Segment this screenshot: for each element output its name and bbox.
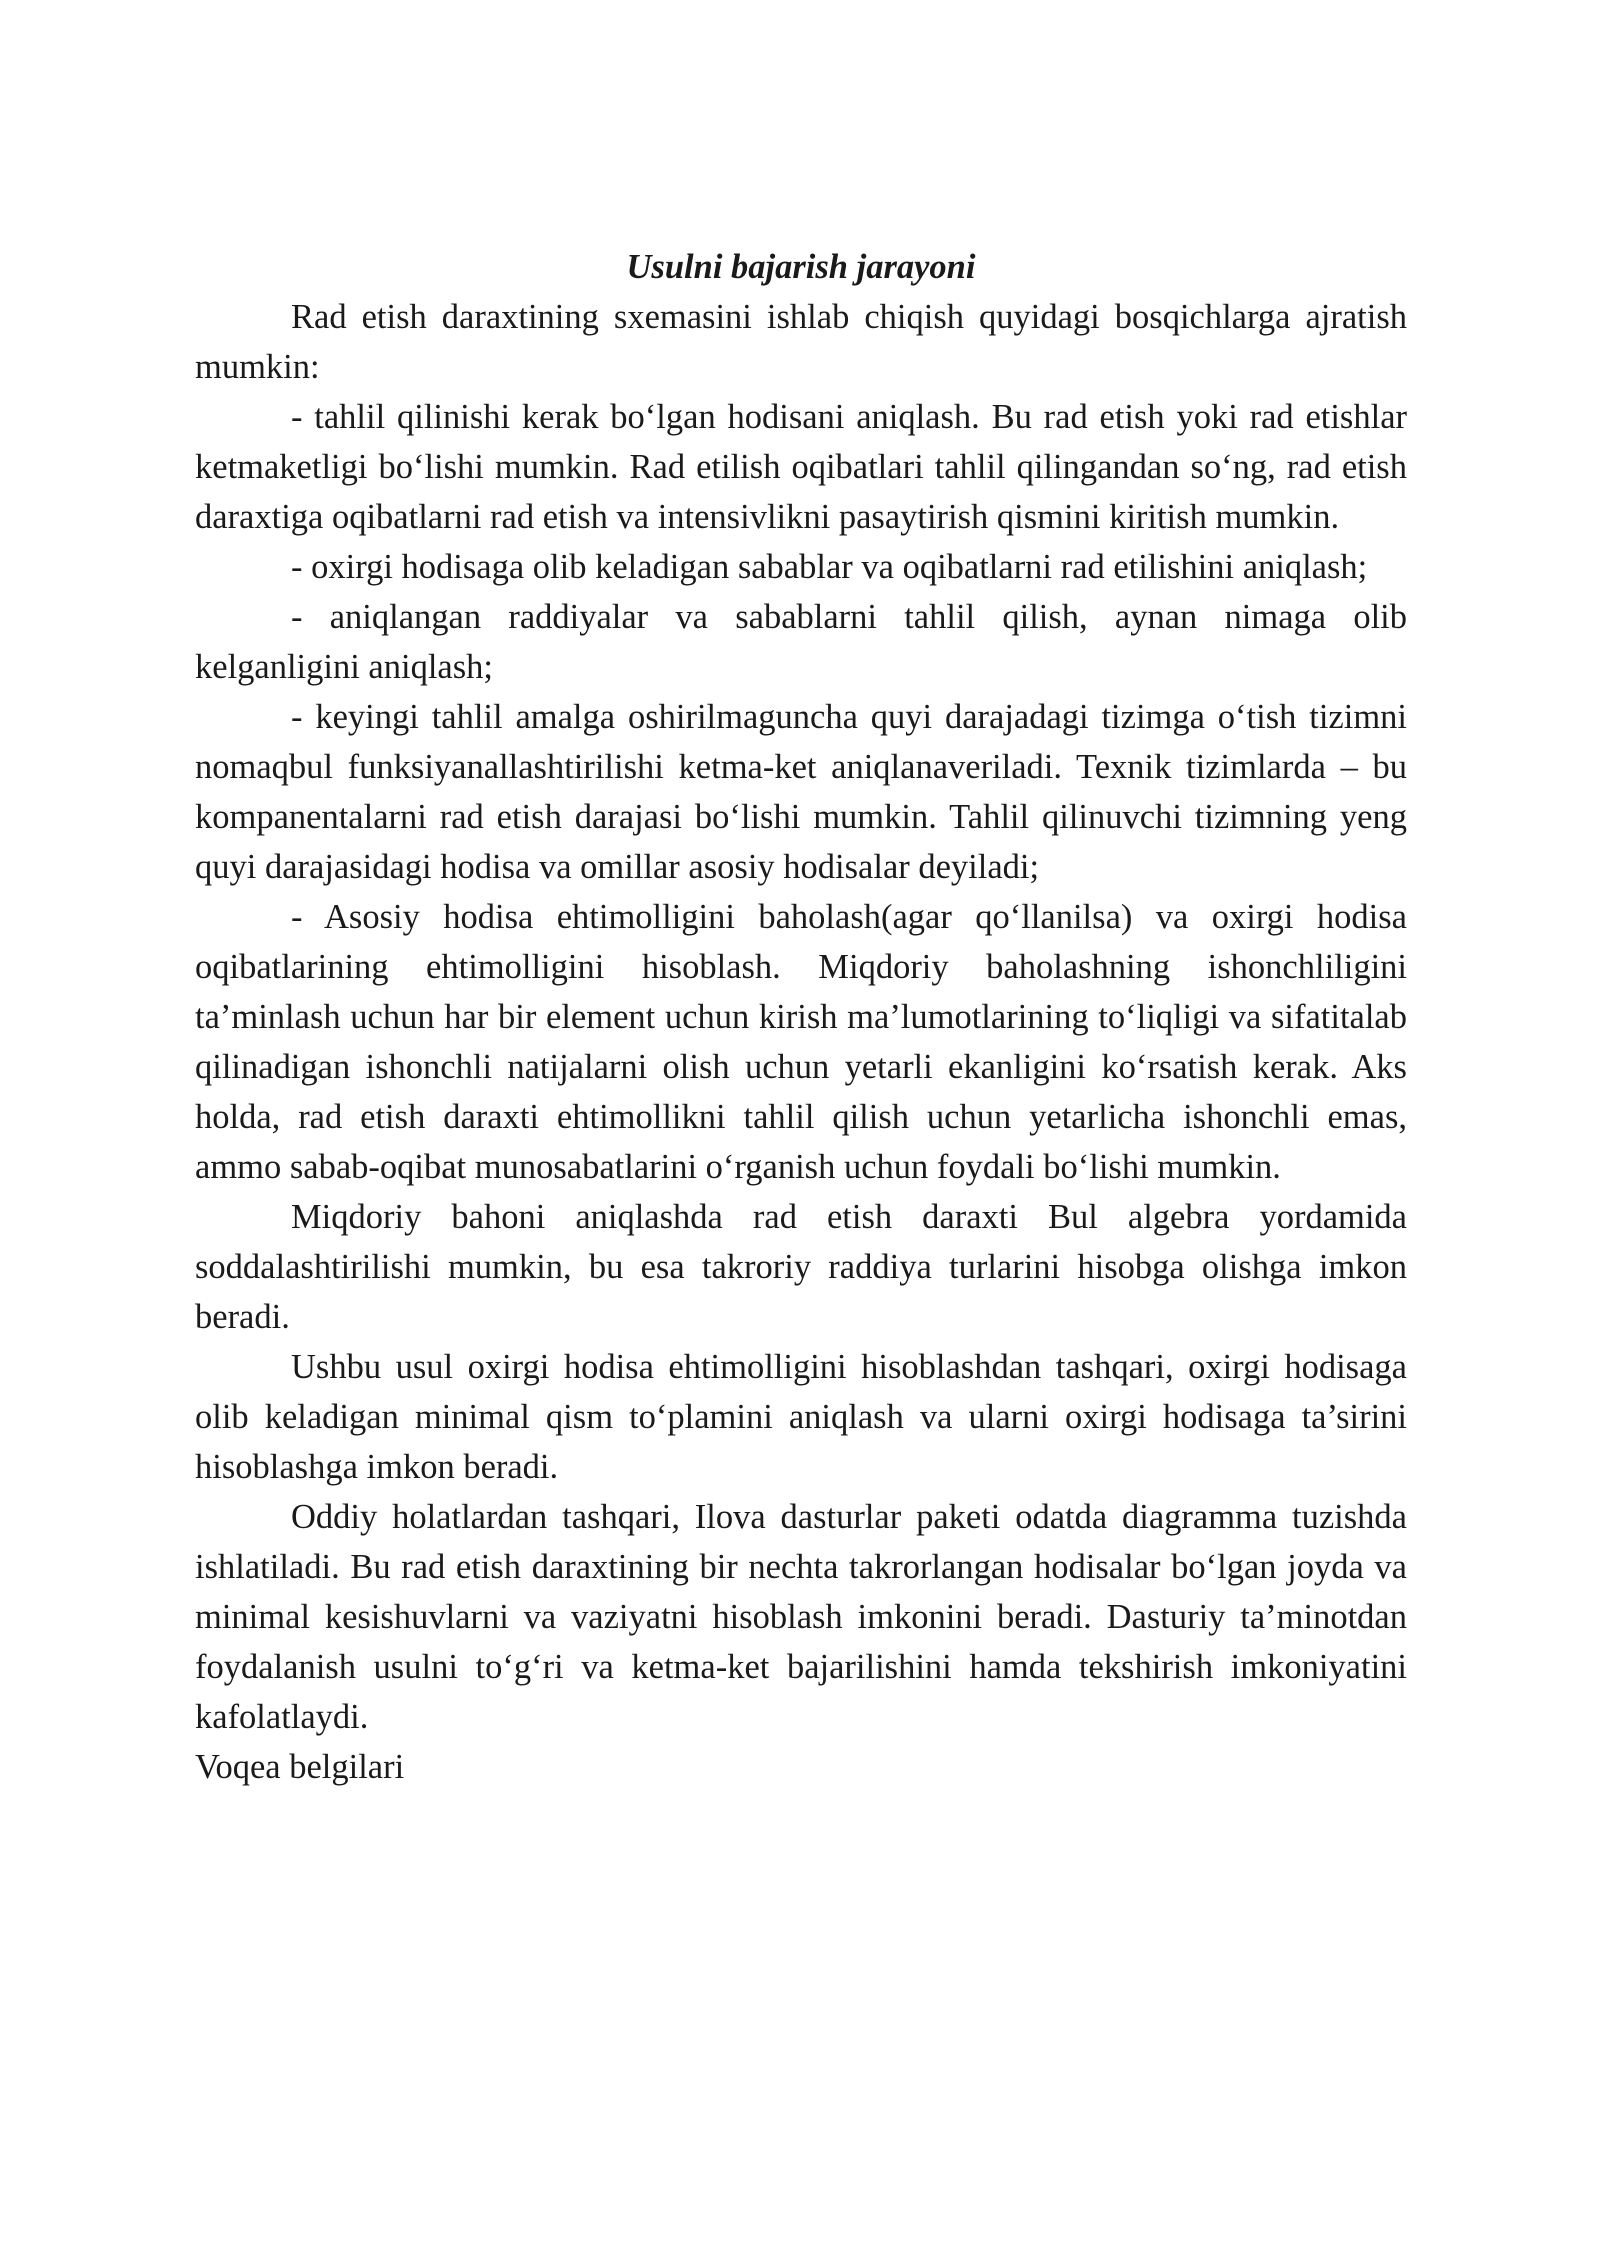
- list-item-3: - aniqlangan raddiyalar va sabablarni tahlil qilish, aynan nimaga olib kelganligini aniqlash;: [195, 598, 1407, 686]
- paragraph-software: Oddiy holatlardan tashqari, Ilova dasturlar paketi odatda diagramma tuzishda ishlatiladi. Bu rad etish daraxtining bir nechta takrorlangan hodisalar bo‘lgan joyda va minimal kesishuvlarni va vaziyatni hisoblash imkonini beradi. Dasturiy ta’minotdan foydalanish usulni to‘g‘ri va ketma-ket bajarilishini hamda tekshirish imkoniyatini kafolatlaydi.: [195, 1498, 1407, 1736]
- document-page: [195, 242, 1407, 1792]
- section-title: Usulni bajarish jarayoni: [626, 248, 976, 286]
- list-item-5: - Asosiy hodisa ehtimolligini baholash(agar qo‘llanilsa) va oxirgi hodisa oqibatlarining ehtimolligini hisoblash. Miqdoriy baholashning ishonchliligini ta’minlash uchun har bir element uchun kirish ma’lumotlarining to‘liqligi va sifatitalab qilinadigan ishonchli natijalarni olish uchun yetarli ekanligini ko‘rsatish kerak. Aks holda, rad etish daraxti ehtimollikni tahlil qilish uchun yetarlicha ishonchli emas, ammo sabab-oqibat munosabatlarini o‘rganish uchun foydali bo‘lishi mumkin.: [195, 898, 1407, 1186]
- paragraph-intro: Rad etish daraxtining sxemasini ishlab chiqish quyidagi bosqichlarga ajratish mumkin:: [195, 298, 1407, 386]
- trailing-heading: Voqea belgilari: [195, 1748, 405, 1786]
- list-item-4: - keyingi tahlil amalga oshirilmaguncha quyi darajadagi tizimga o‘tish tizimni nomaqbul funksiyanallashtirilishi ketma-ket aniqlanaveriladi. Texnik tizimlarda – bu kompanentalarni rad etish darajasi bo‘lishi mumkin. Tahlil qilinuvchi tizimning yeng quyi darajasidagi hodisa va omillar asosiy hodisalar deyiladi;: [195, 698, 1407, 886]
- list-item-1: - tahlil qilinishi kerak bo‘lgan hodisani aniqlash. Bu rad etish yoki rad etishlar ketmaketligi bo‘lishi mumkin. Rad etilish oqibatlari tahlil qilingandan so‘ng, rad etish daraxtiga oqibatlarni rad etish va intensivlikni pasaytirish qismini kiritish mumkin.: [195, 398, 1407, 536]
- paragraph-method: Ushbu usul oxirgi hodisa ehtimolligini hisoblashdan tashqari, oxirgi hodisaga olib keladigan minimal qism to‘plamini aniqlash va ularni oxirgi hodisaga ta’sirini hisoblashga imkon beradi.: [195, 1348, 1407, 1486]
- paragraph-quantitative: Miqdoriy bahoni aniqlashda rad etish daraxti Bul algebra yordamida soddalashtirilishi mumkin, bu esa takroriy raddiya turlarini hisobga olishga imkon beradi.: [195, 1198, 1407, 1336]
- list-item-2: - oxirgi hodisaga olib keladigan sabablar va oqibatlarni rad etilishini aniqlash;: [291, 548, 1368, 586]
